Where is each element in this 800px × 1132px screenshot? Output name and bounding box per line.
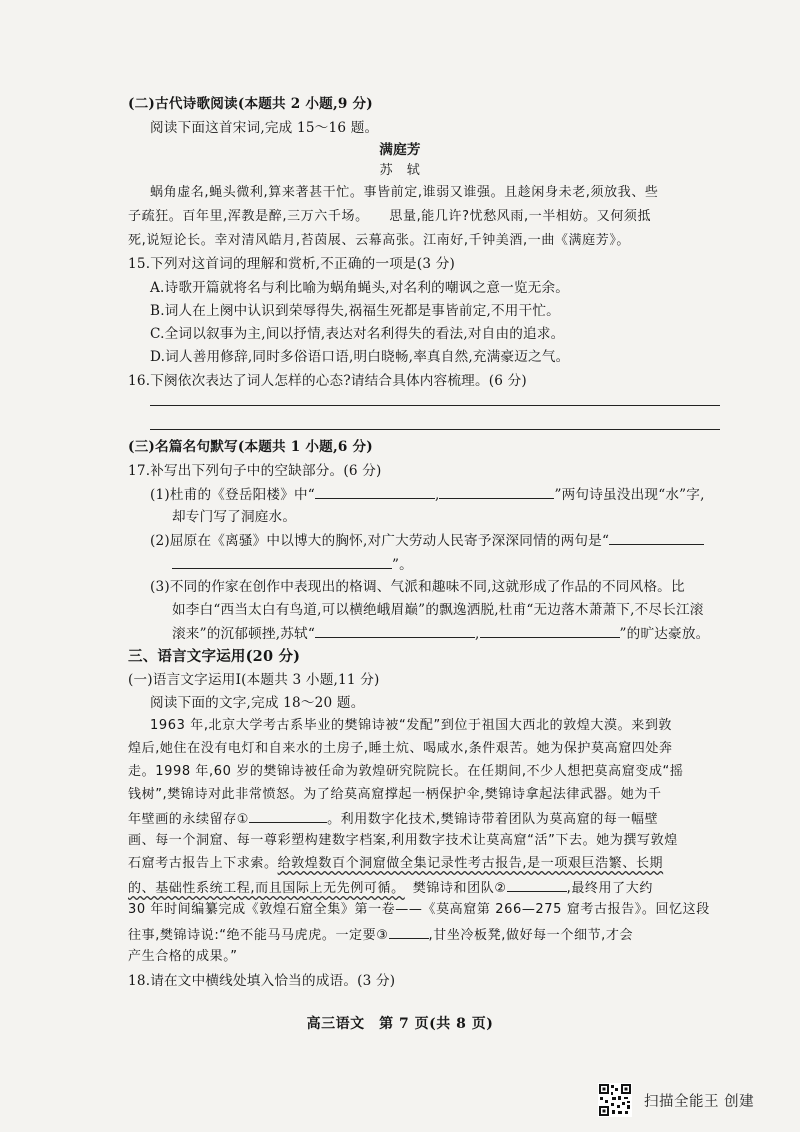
page-footer: 高三语文 第 7 页(共 8 页) (306, 1016, 494, 1032)
passage-line-7: 石窟考古报告上下求索。给敦煌数百个洞窟做全集记录性考古报告,是一项艰巨浩繁、长期 (128, 856, 664, 871)
q17-item-3-line3: 滚来”的沉郁顿挫,苏轼“ , ”的旷达豪放。 (172, 623, 709, 644)
q15-option-b: B.词人在上阕中认识到荣辱得失,祸福生死都是事皆前定,不用干忙。 (150, 303, 560, 319)
poem-line-2: 子疏狂。百年里,浑教是醉,三万六千场。 思量,能几许?忧愁风雨,一半相妨。又何须抵 (128, 209, 652, 224)
answer-line-2 (150, 429, 720, 430)
blank[interactable] (439, 484, 554, 499)
poem-title: 满庭芳 (379, 142, 421, 158)
passage-line-11: 产生合格的成果。” (128, 949, 238, 964)
section-poetry-heading: (二)古代诗歌阅读(本题共 2 小题,9 分) (128, 96, 373, 112)
q15-option-a: A.诗歌开篇就将名与利比喻为蜗角蝇头,对名利的嘲讽之意一览无余。 (150, 280, 570, 296)
blank[interactable] (315, 484, 435, 499)
question-16: 16.下阕依次表达了词人怎样的心态?请结合具体内容梳理。(6 分) (128, 373, 527, 389)
q17-item-3: (3)不同的作家在创作中表现出的格调、气派和趣味不同,这就形成了作品的不同风格。比 (150, 579, 685, 595)
poem-line-3: 死,说短论长。幸对清风皓月,苔茵展、云幕高张。江南好,千钟美酒,一曲《满庭芳》。 (128, 233, 631, 248)
poetry-instruction: 阅读下面这首宋词,完成 15～16 题。 (150, 120, 379, 136)
question-17: 17.补写出下列句子中的空缺部分。(6 分) (128, 463, 382, 479)
passage-line-5: 年壁画的永续留存① 。利用数字化技术,樊锦诗带着团队为莫高窟的每一幅壁 (128, 808, 658, 830)
q17-item-1: (1)杜甫的《登岳阳楼》中“ , ”两句诗虽没出现“水”字, (150, 484, 705, 505)
q17-item-2-cont: ”。 (172, 554, 413, 575)
section-language-heading: 三、语言文字运用(20 分) (128, 648, 301, 665)
answer-line-1 (150, 405, 720, 406)
passage-line-9: 30 年时间编纂完成《敦煌石窟全集》第一卷——《莫高窟第 266—275 窟考古报告》。回忆这段 (128, 902, 710, 917)
qr-code-icon (598, 1083, 632, 1117)
passage-line-3: 走。1998 年,60 岁的樊锦诗被任命为敦煌研究院院长。在任期间,不少人想把莫高窟变成“摇 (128, 764, 684, 779)
q17-item-2: (2)屈原在《离骚》中以博大的胸怀,对广大劳动人民寄予深深同情的两句是“ (150, 530, 704, 551)
wavy-underlined-sentence: 给敦煌数百个洞窟做全集记录性考古报告,是一项艰巨浩繁、长期 (277, 856, 664, 871)
poem-line-1: 蜗角虚名,蝇头微利,算来著甚干忙。事皆前定,谁弱又谁强。且趁闲身未老,须放我、些 (150, 185, 659, 200)
question-18: 18.请在文中横线处填入恰当的成语。(3 分) (128, 973, 396, 989)
poem-author: 苏 轼 (379, 163, 421, 178)
passage-line-2: 煌后,她住在没有电灯和自来水的土房子,睡土炕、喝咸水,条件艰苦。她为保护莫高窟四处奔 (128, 741, 673, 756)
passage-line-4: 钱树”,樊锦诗对此非常愤怒。为了给莫高窟撑起一柄保护伞,樊锦诗拿起法律武器。她为千 (128, 787, 662, 802)
passage-line-10: 往事,樊锦诗说:“绝不能马马虎虎。一定要③ ,甘坐冷板凳,做好每一个细节,才会 (128, 924, 633, 946)
scanner-watermark: 扫描全能王 创建 (644, 1094, 755, 1110)
passage-line-8: 的、基础性系统工程,而且国际上无先例可循。 樊锦诗和团队② ,最终用了大约 (128, 877, 653, 899)
blank[interactable] (609, 530, 704, 545)
blank-2[interactable] (507, 877, 567, 892)
question-15: 15.下列对这首词的理解和赏析,不正确的一项是(3 分) (128, 256, 455, 272)
wavy-underlined-sentence-cont: 的、基础性系统工程,而且国际上无先例可循。 (128, 881, 405, 896)
q17-item-1-cont: 却专门写了洞庭水。 (172, 509, 297, 525)
blank-1[interactable] (249, 808, 327, 823)
q15-option-c: C.全词以叙事为主,间以抒情,表达对名利得失的看法,对自由的追求。 (150, 326, 565, 342)
blank[interactable] (172, 554, 392, 569)
blank[interactable] (315, 623, 475, 638)
q17-item-3-line2: 如李白“西当太白有鸟道,可以横绝峨眉巅”的飘逸洒脱,杜甫“无边落木萧萧下,不尽长江滚 (172, 602, 704, 618)
passage-line-1: 1963 年,北京大学考古系毕业的樊锦诗被“发配”到位于祖国大西北的敦煌大漠。来到敦 (150, 718, 673, 733)
section-recitation-heading: (三)名篇名句默写(本题共 1 小题,6 分) (128, 439, 373, 455)
blank-3[interactable] (389, 924, 429, 939)
passage-line-6: 画、每一个洞窟、每一尊彩塑构建数字档案,利用数字技术让莫高窟“活”下去。她为撰写敦煌 (128, 833, 678, 848)
section-language-subheading: (一)语言文字运用Ⅰ(本题共 3 小题,11 分) (128, 672, 380, 688)
q15-option-d: D.词人善用修辞,同时多俗语口语,明白晓畅,率真自然,充满豪迈之气。 (150, 349, 570, 365)
blank[interactable] (480, 623, 620, 638)
language-instruction: 阅读下面的文字,完成 18～20 题。 (150, 695, 365, 711)
